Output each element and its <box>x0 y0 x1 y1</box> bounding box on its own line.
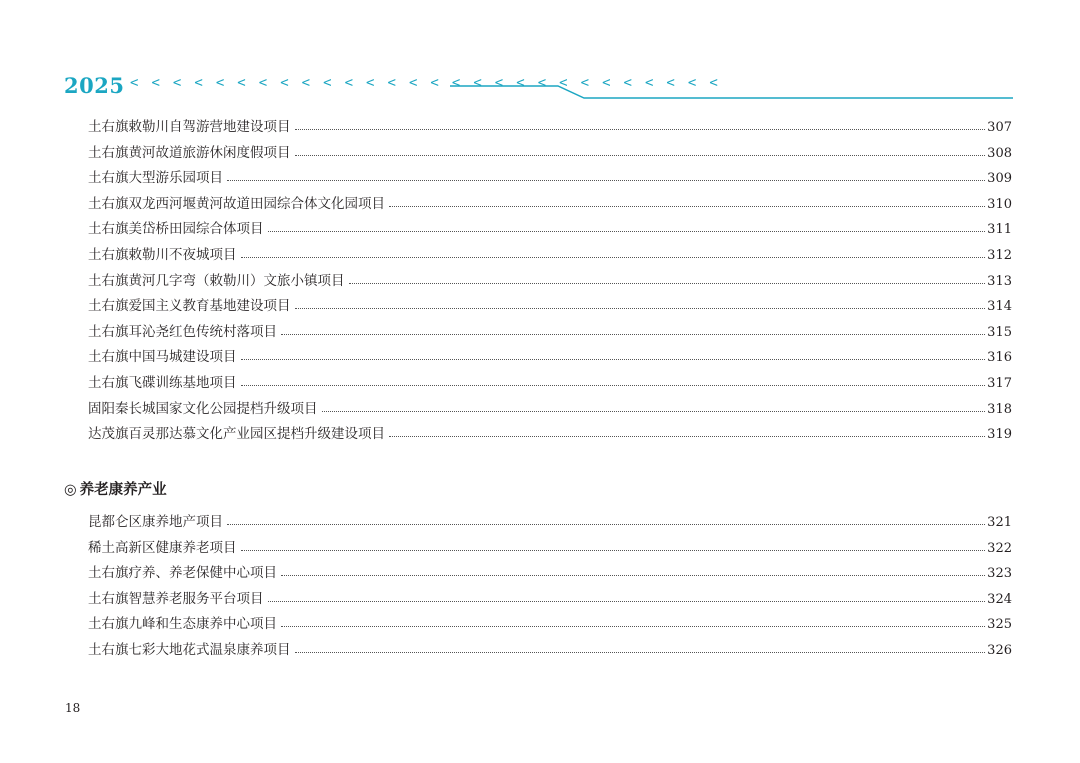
toc-entry-page: 323 <box>987 566 1012 582</box>
toc-entry-page: 307 <box>987 120 1012 135</box>
toc-entry[interactable] <box>88 292 1012 314</box>
toc-entry-page: 318 <box>987 401 1012 417</box>
dot-leader <box>227 524 985 525</box>
dot-leader <box>322 411 986 412</box>
toc-entry-title: 土右旗疗养、养老保健中心项目 <box>88 565 277 582</box>
toc-entry[interactable] <box>88 610 1012 632</box>
dot-leader <box>241 385 986 386</box>
toc-entry[interactable] <box>88 318 1012 340</box>
toc-entry[interactable] <box>88 190 1012 212</box>
dot-leader <box>281 334 985 335</box>
dot-leader <box>281 626 985 627</box>
toc-entry[interactable] <box>88 559 1012 581</box>
toc-entry-page: 313 <box>987 273 1012 289</box>
toc-entry-title: 土右旗耳沁尧红色传统村落项目 <box>88 323 277 340</box>
toc-entry[interactable] <box>88 420 1012 442</box>
dot-leader <box>295 308 986 309</box>
dot-leader <box>349 283 986 284</box>
toc-entry-page: 322 <box>987 540 1012 556</box>
toc-entry[interactable] <box>88 113 1012 135</box>
toc-entry[interactable] <box>88 369 1012 391</box>
header-chevron-decoration: < < < < < < < < < < < < < < < < < < < < < < < < < < < < <box>130 75 721 91</box>
toc-entry-title: 土右旗爱国主义教育基地建设项目 <box>88 298 291 315</box>
toc-entry-title: 土右旗九峰和生态康养中心项目 <box>88 616 277 633</box>
toc-entry-page: 319 <box>987 427 1012 443</box>
toc-entry-page: 309 <box>987 171 1012 187</box>
toc-entry-page: 325 <box>987 617 1012 633</box>
toc-entry-title: 土右旗七彩大地花式温泉康养项目 <box>88 642 291 658</box>
toc-entry[interactable] <box>88 241 1012 263</box>
toc-entry-title: 达茂旗百灵那达慕文化产业园区提档升级建设项目 <box>88 426 385 443</box>
toc-entry-page: 308 <box>987 145 1012 161</box>
toc-entry-page: 310 <box>987 196 1012 212</box>
toc-entry-page: 312 <box>987 248 1012 263</box>
toc-entry-page: 315 <box>987 324 1012 340</box>
toc-entry-title: 昆都仑区康养地产项目 <box>88 514 223 530</box>
dot-leader <box>281 575 985 576</box>
dot-leader <box>389 436 985 437</box>
dot-leader <box>295 129 986 130</box>
toc-entry-title: 土右旗大型游乐园项目 <box>88 170 223 187</box>
toc-entry[interactable] <box>88 508 1012 530</box>
dot-leader <box>227 180 985 181</box>
toc-entry-page: 314 <box>987 299 1012 315</box>
dot-leader <box>295 155 986 156</box>
toc-entry-page: 326 <box>987 643 1012 658</box>
toc-entry-title: 土右旗黄河几字弯（敕勒川）文旅小镇项目 <box>88 272 345 289</box>
toc-entry[interactable] <box>88 636 1012 658</box>
toc-entry-page: 311 <box>987 222 1012 238</box>
toc-entry[interactable] <box>88 267 1012 289</box>
toc-entry[interactable] <box>88 164 1012 186</box>
toc-entry-title: 土右旗敕勒川不夜城项目 <box>88 247 237 263</box>
section-heading-label: 养老康养产业 <box>79 482 167 498</box>
toc-entry-title: 土右旗美岱桥田园综合体项目 <box>88 221 264 238</box>
toc-entry[interactable] <box>88 395 1012 417</box>
circle-bullet-icon: ◎ <box>64 482 77 498</box>
page-number: 18 <box>65 701 81 715</box>
toc-entry[interactable] <box>88 139 1012 161</box>
dot-leader <box>295 652 986 653</box>
toc-entry-title: 固阳秦长城国家文化公园提档升级项目 <box>88 400 318 417</box>
dot-leader <box>268 601 986 602</box>
header-year: 2025 <box>64 73 125 98</box>
dot-leader <box>389 206 985 207</box>
toc-entry-title: 土右旗敕勒川自驾游营地建设项目 <box>88 119 291 135</box>
toc-entry-title: 稀土高新区健康养老项目 <box>88 539 237 556</box>
page-header <box>0 0 1080 110</box>
toc-entry-title: 土右旗飞碟训练基地项目 <box>88 375 237 391</box>
toc-entry-title: 土右旗黄河故道旅游休闲度假项目 <box>88 144 291 161</box>
section-heading <box>64 478 167 499</box>
toc-entry-page: 316 <box>987 350 1012 366</box>
toc-entry-page: 317 <box>987 376 1012 391</box>
dot-leader <box>268 231 986 232</box>
toc-entry[interactable] <box>88 343 1012 365</box>
toc-entry[interactable] <box>88 585 1012 607</box>
dot-leader <box>241 359 986 360</box>
toc-entry-title: 土右旗中国马城建设项目 <box>88 349 237 366</box>
toc-entry-page: 321 <box>987 515 1012 530</box>
toc-entry-title: 土右旗双龙西河堰黄河故道田园综合体文化园项目 <box>88 195 385 212</box>
header-rule-line <box>0 0 1080 110</box>
toc-entry[interactable] <box>88 534 1012 556</box>
toc-entry-title: 土右旗智慧养老服务平台项目 <box>88 590 264 607</box>
toc-entry[interactable] <box>88 215 1012 237</box>
toc-entry-page: 324 <box>987 591 1012 607</box>
dot-leader <box>241 550 986 551</box>
dot-leader <box>241 257 986 258</box>
